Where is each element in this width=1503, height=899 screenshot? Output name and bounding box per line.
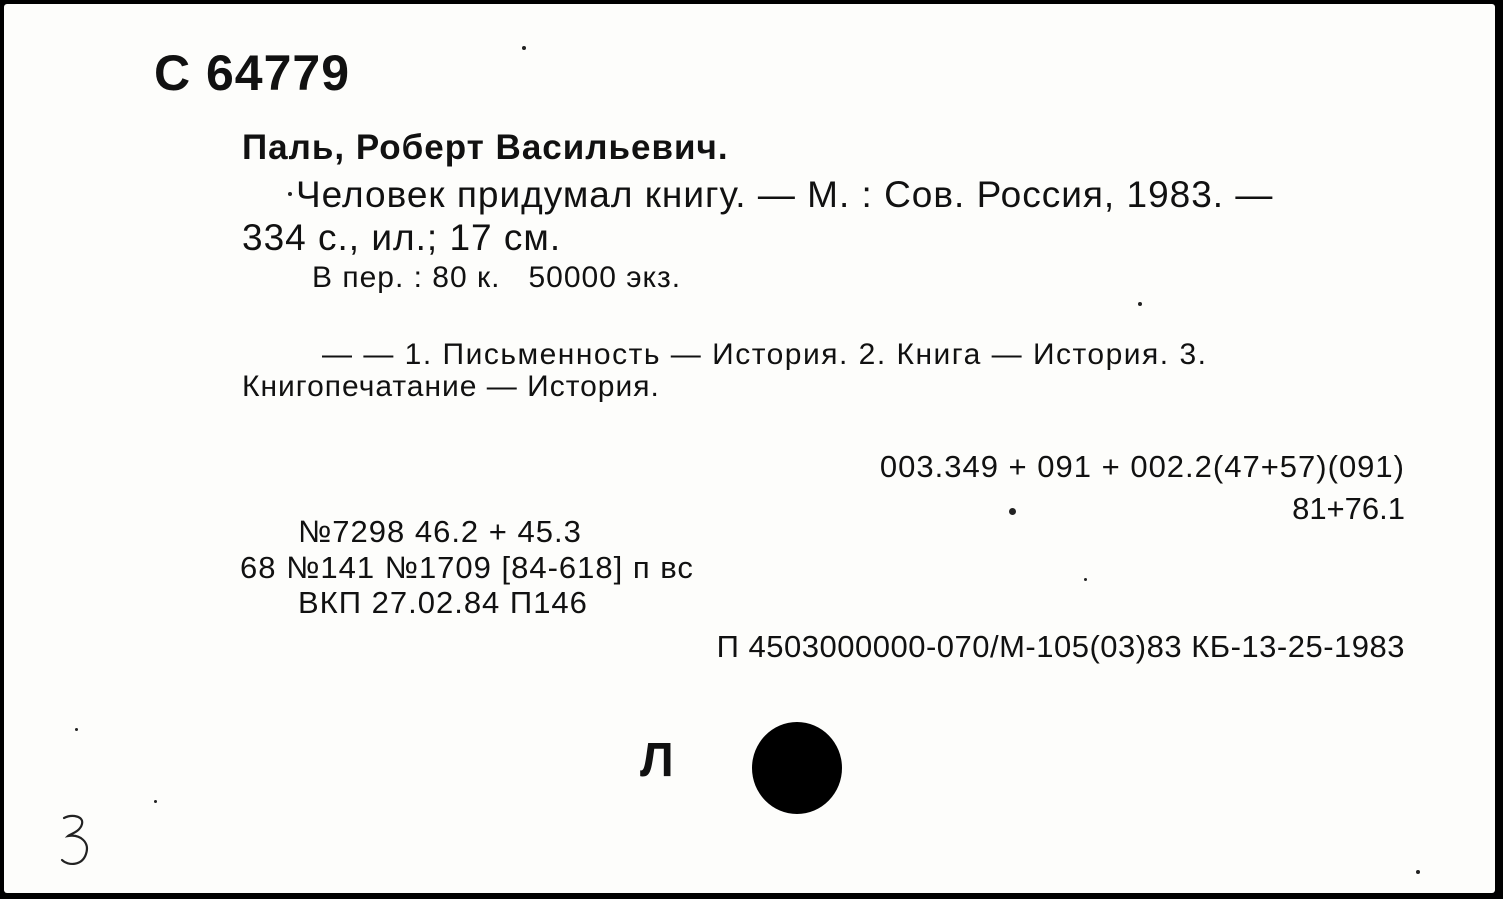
registration-line-1: №7298 46.2 + 45.3: [298, 514, 582, 549]
subjects-line-1: — — 1. Письменность — История. 2. Книга — История. 3.: [322, 338, 1208, 371]
subjects-line-2: Книгопечатание — История.: [242, 370, 660, 403]
catalog-card: [4, 4, 1495, 893]
title-imprint-line: Человек придумал книгу. — М. : Сов. Россия, 1983. —: [296, 174, 1274, 215]
registration-line-2: 68 №141 №1709 [84-618] п вс: [240, 550, 694, 585]
speck: [1084, 578, 1087, 581]
speck: [1416, 870, 1420, 874]
letter-mark: Л: [640, 734, 674, 787]
handwritten-mark-text: 3: [58, 812, 59, 813]
call-number: С 64779: [154, 45, 351, 101]
author-heading: Паль, Роберт Васильевич.: [242, 128, 729, 167]
speck: [288, 192, 292, 196]
udc-classification: 003.349 + 091 + 002.2(47+57)(091): [879, 449, 1405, 484]
registration-line-3: ВКП 27.02.84 П146: [298, 585, 588, 620]
physical-description: 334 с., ил.; 17 см.: [242, 217, 562, 258]
black-dot-mark: [752, 722, 842, 814]
handwritten-three-icon: [58, 812, 94, 870]
handwritten-mark: [58, 812, 94, 875]
bbk-classification: 81+76.1: [1292, 491, 1405, 526]
price-edition-line: В пер. : 80 к. 50000 экз.: [312, 261, 682, 294]
publisher-code-line: П 4503000000-070/М-105(03)83 КБ-13-25-1983: [716, 629, 1405, 664]
speck: [1009, 508, 1016, 515]
speck: [154, 800, 157, 803]
speck: [1138, 302, 1142, 306]
speck: [75, 728, 78, 731]
speck: [522, 46, 526, 50]
